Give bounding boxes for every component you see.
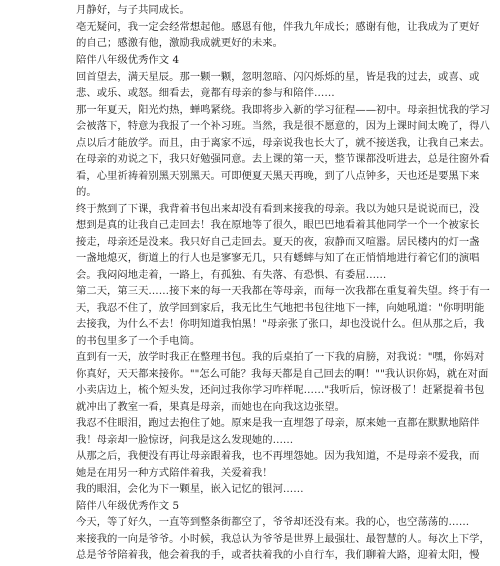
text-line: 亳无疑问，我一定会经常想起他。感恩有他，伴我九年成长；感谢有他，让我成为了更好 bbox=[76, 21, 480, 33]
text-line: 一盏地熄灭，街道上的行人也是寥寥无几，只有蟋蟀与知了在正悄悄地进行着它们的演唱 bbox=[76, 252, 480, 264]
text-line: 总是爷爷陪着我，他会着我的手，或者扶着我的小自行车，我们聊着大路，迎着太阳，慢 bbox=[76, 549, 480, 561]
text-line: 想到是真的让我自己走回去！我在原地等了很久，眼巴巴地看着其他同学一个一个被家长 bbox=[76, 219, 480, 231]
text-line: 天，我忍不住了，放学回到家后，我无比生气地把书包往地下一摔，向她吼道："你明明能 bbox=[76, 302, 485, 314]
text-line: 就冲出了教室一看，果真是母亲，而她也在向我这边张望。 bbox=[76, 401, 346, 413]
text-line: 我的眼泪，会化为下一颗星，嵌入记忆的银河…… bbox=[76, 483, 304, 495]
text-line: 去接我，为什么不去！你明知道我怕黑！"母亲张了张口，却也没说什么。但从那之后，我 bbox=[76, 318, 485, 330]
text-line: 今天，等了好久，一直等到整条街都空了，爷爷却还没有来。我的心，也空荡荡的…… bbox=[76, 516, 470, 528]
text-line: 那一年夏天，阳光灼热，蝉鸣紧绕。我即将步入新的学习征程——初中。母亲担忧我的学习 bbox=[76, 104, 490, 116]
text-line: 在母亲的劝说之下，我只好勉强同意。去上课的第一天，整节课都没听进去，总是往窗外看 bbox=[76, 153, 490, 165]
text-line: 我！母亲却一脸惊讶，问我是这么发现她的…… bbox=[76, 434, 294, 446]
text-line: 月静好，与子共同成长。 bbox=[76, 4, 190, 16]
section-heading: 陪伴八年级优秀作文 4 bbox=[76, 54, 180, 66]
text-line: 她是在用另一种方式陪伴着我，关爱着我！ bbox=[76, 467, 273, 479]
text-line: 的自己；感激有他，激励我成就更好的未来。 bbox=[76, 37, 283, 49]
text-line: 从那之后，我便没有再让母亲跟着我，也不再埋怨她。因为我知道，不是母亲不爱我，而 bbox=[76, 450, 480, 462]
section-heading: 陪伴八年级优秀作文 5 bbox=[76, 500, 180, 512]
text-line: 会。我闷闷地走着，一路上，有孤独、有失落、有恐惧、有委屈…… bbox=[76, 269, 387, 281]
text-line: 回首望去，满天星辰。那一颗一颗，忽明忽暗、闪闪烁烁的星，皆是我的过去，或喜、或 bbox=[76, 71, 480, 83]
text-line: 小卖店边上，梳个短头发，还问过我你学习咋样呢……"我听后，惊讶极了！赶紧提着书包 bbox=[76, 384, 485, 396]
text-line: 悲、或乐、或怒。细看去，竟都有母亲的参与和陪伴…… bbox=[76, 87, 335, 99]
text-line: 接走，母亲还是没来。我只好自己走回去。夏天的夜，寂静而又喧嚣。居民楼内的灯一盏 bbox=[76, 236, 480, 248]
text-line: 第二天，第三天……接下来的每一天我都在等母亲，而每一次我都在重复着失望。终于有一 bbox=[76, 285, 490, 297]
text-line: 直到有一天，放学时我正在整理书包。我的后桌拍了一下我的肩膀，对我说："嘿，你妈对 bbox=[76, 351, 485, 363]
text-line: 的。 bbox=[76, 186, 97, 198]
text-line: 的书包里多了一个手电筒。 bbox=[76, 335, 201, 347]
text-line: 我忍不住眼泪，跑过去抱住了她。原来是我一直埋怨了母亲，原来她一直都在默默地陪伴 bbox=[76, 417, 480, 429]
text-line: 你真好，天天都来接你。""怎么可能？我每天都是自己回去的啊！""我认识你妈，就在对面 bbox=[76, 368, 489, 380]
text-line: 看，心里祈祷着别黑天别黑天。可即便夏天黑天再晚，到了八点钟多，天也还是要黑下来 bbox=[76, 170, 480, 182]
text-line: 会被落下，特意为我报了一个补习班。当然，我是很不愿意的，因为上课时间太晚了，得八 bbox=[76, 120, 490, 132]
text-line: 来接我的一向是爷爷。小时候，我总认为爷爷是世界上最强壮、最智慧的人。每次上下学， bbox=[76, 533, 490, 545]
text-line: 终于熬到了下课，我背着书包出来却没有看到来接我的母亲。我以为她只是说说而已，没 bbox=[76, 203, 480, 215]
text-line: 点以后才能放学。而且，由于离家不远，母亲说我也长大了，就不接送我，让我自己来去。 bbox=[76, 137, 490, 149]
